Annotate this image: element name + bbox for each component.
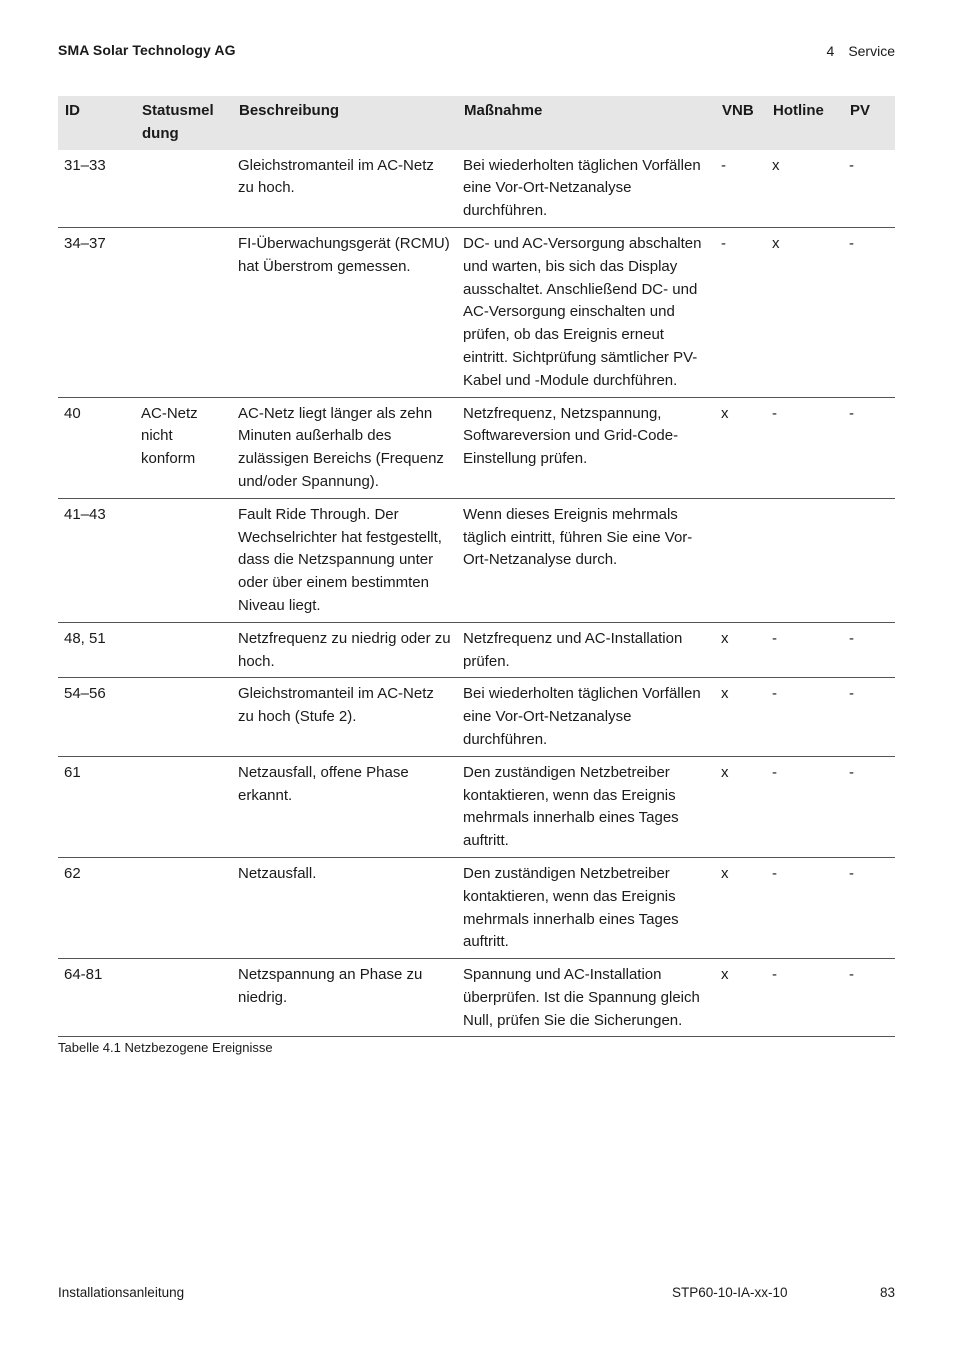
cell-id: 31–33 [58, 150, 135, 228]
cell-status [135, 756, 232, 857]
cell-pv: - [843, 150, 895, 228]
table-row [58, 397, 895, 498]
table-row [58, 959, 895, 1037]
cell-description: AC-Netz liegt länger als zehn Minuten außerhalb des zulässigen Bereichs (Frequenz und/oder Spannung). [232, 397, 457, 498]
cell-id: 40 [58, 397, 135, 498]
header-section-title: Service [848, 43, 895, 59]
table-row [58, 622, 895, 678]
cell-status [135, 678, 232, 756]
cell-status [135, 150, 232, 228]
cell-action: Den zuständigen Netzbetreiber kontaktieren, wenn das Ereignis mehrmals innerhalb eines Tages auftritt. [457, 857, 715, 958]
col-header-status: Statusmel dung [135, 96, 232, 150]
cell-status: AC-Netz nicht konform [135, 397, 232, 498]
cell-id: 64-81 [58, 959, 135, 1037]
table-row [58, 498, 895, 622]
header-company: SMA Solar Technology AG [58, 42, 236, 58]
cell-hotline: - [766, 678, 843, 756]
cell-action: Bei wiederholten täglichen Vorfällen eine Vor-Ort-Netzanalyse durchführen. [457, 678, 715, 756]
table-row [58, 678, 895, 756]
cell-action: Netzfrequenz, Netzspannung, Softwareversion und Grid-Code-Einstellung prüfen. [457, 397, 715, 498]
cell-id: 54–56 [58, 678, 135, 756]
cell-description: Fault Ride Through. Der Wechselrichter hat festgestellt, dass die Netzspannung unter oder über einem bestimmten Niveau liegt. [232, 498, 457, 622]
col-header-hotline: Hotline [766, 96, 843, 150]
cell-action: DC- und AC-Versorgung abschalten und warten, bis sich das Display ausschaltet. Anschließend DC- und AC-Versorgung einschalten und prüfen, ob das Ereignis erneut eintritt. Sichtprüfung sämtlicher PV-Kabel und -Module durchführen. [457, 227, 715, 397]
cell-pv [843, 498, 895, 622]
cell-description: Netzfrequenz zu niedrig oder zu hoch. [232, 622, 457, 678]
col-header-pv: PV [843, 96, 895, 150]
cell-hotline: x [766, 150, 843, 228]
events-table [58, 96, 895, 1037]
cell-pv: - [843, 678, 895, 756]
cell-status [135, 857, 232, 958]
cell-pv: - [843, 959, 895, 1037]
cell-vnb [715, 498, 766, 622]
cell-hotline [766, 498, 843, 622]
cell-action: Spannung und AC-Installation überprüfen. Ist die Spannung gleich Null, prüfen Sie die Sicherungen. [457, 959, 715, 1037]
col-header-description: Beschreibung [232, 96, 457, 150]
header-section-number: 4 [826, 43, 835, 59]
cell-id: 62 [58, 857, 135, 958]
cell-action: Den zuständigen Netzbetreiber kontaktieren, wenn das Ereignis mehrmals innerhalb eines Tages auftritt. [457, 756, 715, 857]
cell-pv: - [843, 622, 895, 678]
cell-status [135, 227, 232, 397]
cell-pv: - [843, 397, 895, 498]
cell-hotline: - [766, 756, 843, 857]
cell-description: Gleichstromanteil im AC-Netz zu hoch (Stufe 2). [232, 678, 457, 756]
table-row [58, 857, 895, 958]
cell-id: 34–37 [58, 227, 135, 397]
table-body [58, 150, 895, 1037]
cell-status [135, 498, 232, 622]
cell-pv: - [843, 227, 895, 397]
cell-action: Netzfrequenz und AC-Installation prüfen. [457, 622, 715, 678]
table-row [58, 150, 895, 228]
cell-vnb: - [715, 227, 766, 397]
cell-vnb: x [715, 622, 766, 678]
cell-vnb: x [715, 857, 766, 958]
table-header-row [58, 96, 895, 150]
cell-id: 48, 51 [58, 622, 135, 678]
cell-pv: - [843, 857, 895, 958]
cell-id: 61 [58, 756, 135, 857]
cell-id: 41–43 [58, 498, 135, 622]
table-caption: Tabelle 4.1 Netzbezogene Ereignisse [58, 1040, 273, 1055]
cell-vnb: x [715, 756, 766, 857]
table-row [58, 227, 895, 397]
cell-pv: - [843, 756, 895, 857]
cell-hotline: x [766, 227, 843, 397]
cell-hotline: - [766, 857, 843, 958]
cell-description: Netzausfall. [232, 857, 457, 958]
col-header-action: Maßnahme [457, 96, 715, 150]
cell-status [135, 959, 232, 1037]
header-section [827, 43, 895, 59]
cell-vnb: x [715, 959, 766, 1037]
cell-hotline: - [766, 622, 843, 678]
cell-action: Bei wiederholten täglichen Vorfällen eine Vor-Ort-Netzanalyse durchführen. [457, 150, 715, 228]
col-header-id: ID [58, 96, 135, 150]
page-number: 83 [879, 1285, 895, 1300]
cell-description: Gleichstromanteil im AC-Netz zu hoch. [232, 150, 457, 228]
cell-vnb: x [715, 397, 766, 498]
cell-status [135, 622, 232, 678]
footer-doc-id: STP60-10-IA-xx-10 [672, 1285, 788, 1300]
table-row [58, 756, 895, 857]
cell-action: Wenn dieses Ereignis mehrmals täglich eintritt, führen Sie eine Vor-Ort-Netzanalyse durch. [457, 498, 715, 622]
cell-description: Netzausfall, offene Phase erkannt. [232, 756, 457, 857]
cell-hotline: - [766, 397, 843, 498]
cell-hotline: - [766, 959, 843, 1037]
col-header-vnb: VNB [715, 96, 766, 150]
cell-vnb: - [715, 150, 766, 228]
footer-doc-type: Installationsanleitung [58, 1285, 185, 1300]
cell-description: FI-Überwachungsgerät (RCMU) hat Überstrom gemessen. [232, 227, 457, 397]
cell-description: Netzspannung an Phase zu niedrig. [232, 959, 457, 1037]
cell-vnb: x [715, 678, 766, 756]
